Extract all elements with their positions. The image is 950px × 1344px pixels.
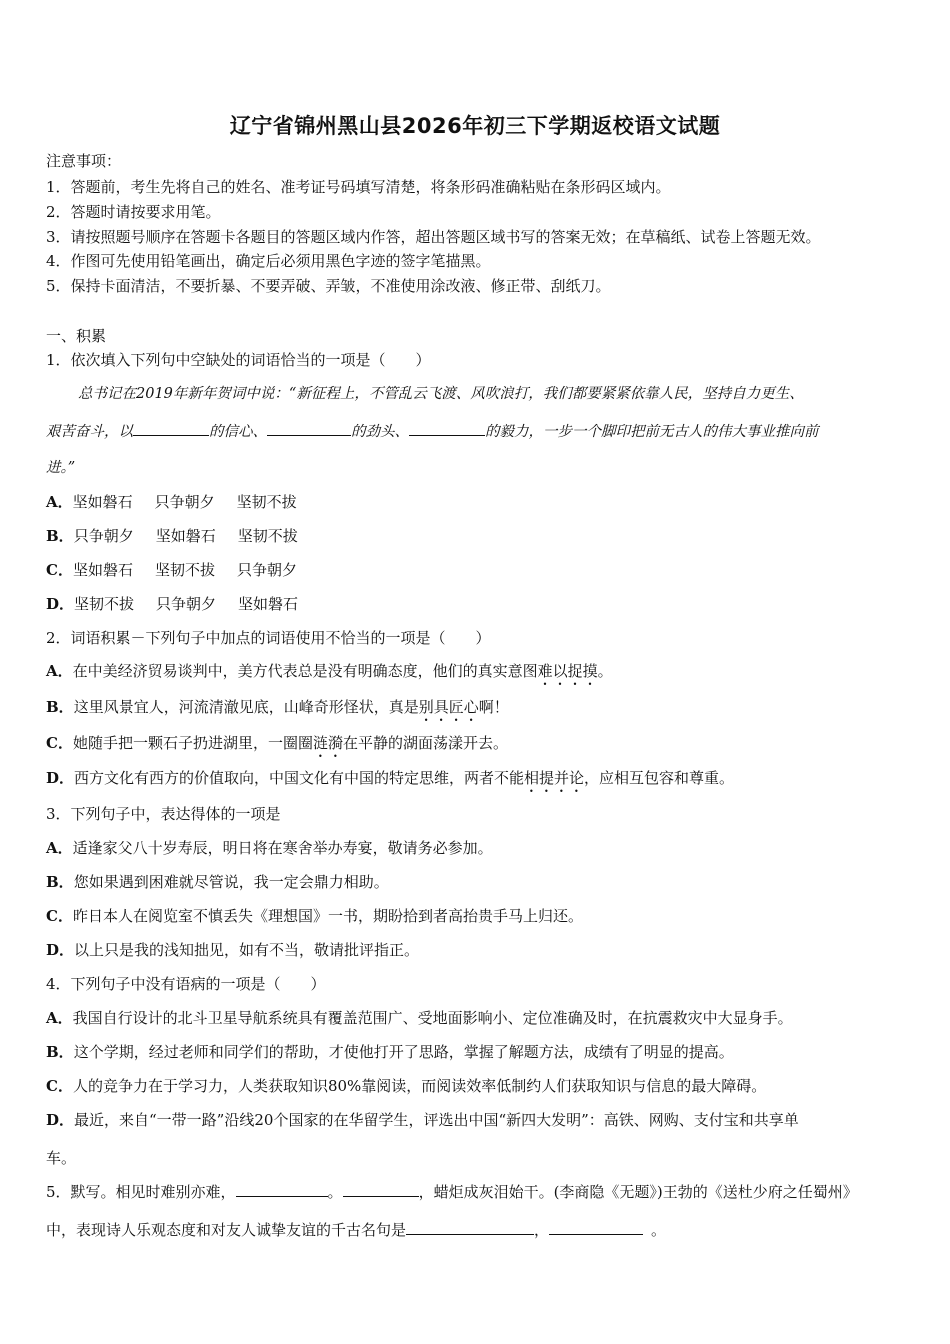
option-text: 西方文化有西方的价值取向，中国文化有中国的特定思维，两者不能 (74, 769, 525, 787)
option-letter: A． (46, 662, 73, 680)
q1-passage-line: 总书记在2019年新年贺词中说：“新征程上，不管乱云飞渡、风吹浪打，我们都要紧紧依靠人民，坚持自力更生、 (78, 386, 804, 402)
q4-option (46, 1042, 910, 1062)
option-text: ，应相互包容和尊重。 (584, 769, 735, 787)
dotted-word: 难以捉摸 (537, 662, 598, 680)
option-letter: B． (46, 1043, 74, 1061)
option-text: 她随手把一颗石子扔进湖里，一圈圈 (72, 734, 313, 752)
notice-item: 1．答题前，考生先将自己的姓名、准考证号码填写清楚，将条形码准确粘贴在条形码区域内。 (46, 178, 671, 196)
option-text: 。 (597, 662, 613, 680)
option-letter: C． (46, 907, 73, 925)
option-word: 坚如磐石 (155, 527, 216, 545)
option-letter: D． (46, 941, 75, 959)
q1-passage-text: 的信心、 (209, 424, 267, 440)
q1-passage-text: 的毅力，一步一个脚印把前无古人的伟大事业推向前 (485, 424, 819, 440)
q4-option-continuation: 车。 (46, 1149, 77, 1167)
q1-option (46, 526, 910, 546)
q5-text: 。 (327, 1183, 343, 1201)
option-word: 坚韧不拔 (154, 561, 215, 579)
q3-option (46, 872, 910, 892)
option-word: 只争朝夕 (154, 493, 215, 511)
option-text: 我国自行设计的北斗卫星导航系统具有覆盖范围广、受地面影响小、定位准确及时，在抗震救灾中大显身手。 (72, 1009, 793, 1027)
answer-blank[interactable] (406, 1220, 534, 1235)
option-letter: A． (46, 493, 73, 511)
q5-text: ，蜡炬成灰泪始干。(李商隐《无题》)王勃的《送杜少府之任蜀州》 (418, 1183, 858, 1201)
option-text: 人的竞争力在于学习力，人类获取知识80%靠阅读，而阅读效率低制约人们获取知识与信息的最大障碍。 (72, 1077, 767, 1095)
option-text: 以上只是我的浅知拙见，如有不当，敬请批评指正。 (74, 941, 420, 959)
q3-stem: 3．下列句子中，表达得体的一项是 (46, 805, 281, 823)
q1-option (46, 492, 910, 512)
dotted-word: 涟漪 (312, 734, 343, 752)
option-word: 只争朝夕 (73, 527, 134, 545)
option-text: 在平静的湖面荡漾开去。 (342, 734, 508, 752)
q5-text: 。 (651, 1221, 667, 1239)
q3-option (46, 838, 910, 858)
q2-stem: 2．词语积累－下列句子中加点的词语使用不恰当的一项是（ ） (46, 629, 491, 647)
answer-blank[interactable] (133, 421, 209, 436)
option-letter: B． (46, 873, 74, 891)
q4-option (46, 1008, 910, 1028)
option-text: 您如果遇到困难就尽管说，我一定会鼎力相助。 (73, 873, 389, 891)
notice-item: 4．作图可先使用铅笔画出，确定后必须用黑色字迹的签字笔描黑。 (46, 252, 491, 270)
q1-option (46, 594, 910, 614)
q4-option (46, 1110, 910, 1130)
option-text: 这里风景宜人，河流清澈见底，山峰奇形怪状，真是 (73, 698, 419, 716)
option-letter: B． (46, 698, 74, 716)
option-letter: D． (46, 1111, 75, 1129)
option-text: 适逢家父八十岁寿辰，明日将在寒舍举办寿宴，敬请务必参加。 (72, 839, 493, 857)
option-letter: C． (46, 734, 73, 752)
q1-option (46, 560, 910, 580)
option-word: 只争朝夕 (156, 595, 217, 613)
option-letter: A． (46, 1009, 73, 1027)
q5-line (46, 1182, 910, 1202)
option-word: 坚韧不拔 (74, 595, 135, 613)
option-text: 在中美经济贸易谈判中，美方代表总是没有明确态度，他们的真实意图 (72, 662, 538, 680)
q1-passage-text: 的劲头、 (351, 424, 409, 440)
section-heading: 一、积累 (46, 327, 107, 345)
notice-heading: 注意事项： (46, 152, 122, 170)
option-text: 最近，来自“一带一路”沿线20个国家的在华留学生，评选出中国“新四大发明”：高铁、网购、支付宝和共享单 (74, 1111, 799, 1129)
q4-stem: 4．下列句子中没有语病的一项是（ ） (46, 975, 326, 993)
option-letter: C． (46, 1077, 73, 1095)
q3-option (46, 906, 910, 926)
q5-text: 5．默写。相见时难别亦难， (46, 1183, 236, 1201)
option-text: 昨日本人在阅览室不慎丢失《理想国》一书，期盼拾到者高抬贵手马上归还。 (72, 907, 583, 925)
answer-blank[interactable] (343, 1182, 419, 1197)
option-letter: C． (46, 561, 73, 579)
q1-passage-text: 艰苦奋斗，以 (46, 424, 133, 440)
q2-option (46, 733, 910, 761)
option-word: 坚韧不拔 (237, 527, 298, 545)
page-title: 辽宁省锦州黑山县2026年初三下学期返校语文试题 (229, 114, 721, 138)
option-word: 只争朝夕 (236, 561, 297, 579)
q2-option (46, 768, 910, 796)
q4-option (46, 1076, 910, 1096)
notice-item: 2．答题时请按要求用笔。 (46, 203, 221, 221)
answer-blank[interactable] (267, 421, 351, 436)
q2-option (46, 661, 910, 689)
option-word: 坚如磐石 (238, 595, 299, 613)
dotted-word: 别具匠心 (418, 698, 479, 716)
q1-passage-line (46, 421, 910, 442)
q5-text: ， (534, 1221, 550, 1239)
q5-line (46, 1220, 910, 1240)
option-word: 坚如磐石 (72, 561, 133, 579)
option-word: 坚如磐石 (72, 493, 133, 511)
option-word: 坚韧不拔 (236, 493, 297, 511)
q2-option (46, 697, 910, 725)
notice-item: 5．保持卡面清洁，不要折暴、不要弄破、弄皱，不准使用涂改液、修正带、刮纸刀。 (46, 277, 611, 295)
q5-text: 中，表现诗人乐观态度和对友人诚挚友谊的千古名句是 (46, 1221, 407, 1239)
answer-blank[interactable] (409, 421, 485, 436)
option-text: 啊！ (478, 698, 509, 716)
answer-blank[interactable] (549, 1220, 643, 1235)
option-letter: A． (46, 839, 73, 857)
q3-option (46, 940, 910, 960)
option-letter: D． (46, 769, 75, 787)
option-text: 这个学期，经过老师和同学们的帮助，才使他打开了思路，掌握了解题方法，成绩有了明显的提高。 (73, 1043, 734, 1061)
option-letter: D． (46, 595, 75, 613)
q1-stem: 1．依次填入下列句中空缺处的词语恰当的一项是（ ） (46, 351, 431, 369)
dotted-word: 相提并论 (524, 769, 585, 787)
answer-blank[interactable] (236, 1182, 328, 1197)
option-letter: B． (46, 527, 74, 545)
q1-passage-line: 进。” (46, 460, 76, 476)
notice-item: 3．请按照题号顺序在答题卡各题目的答题区域内作答，超出答题区域书写的答案无效；在草稿纸、试卷上答题无效。 (46, 228, 821, 246)
